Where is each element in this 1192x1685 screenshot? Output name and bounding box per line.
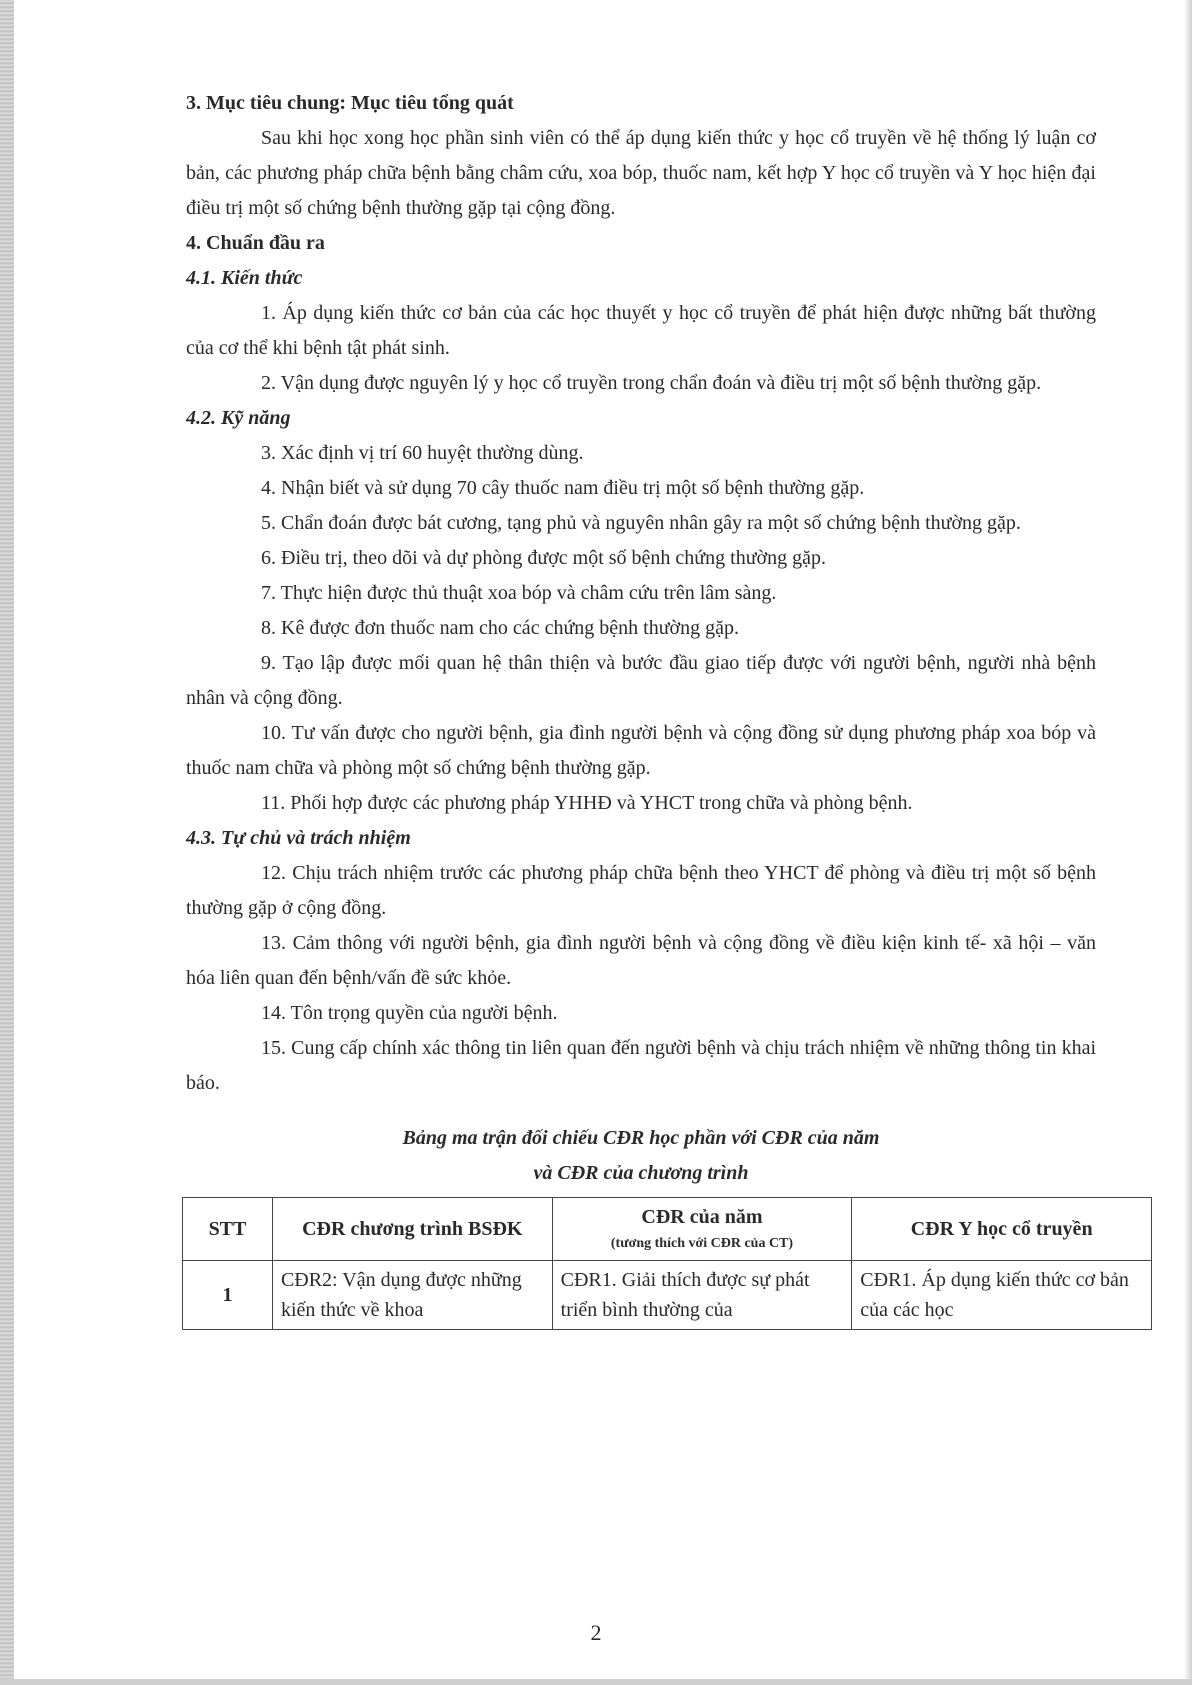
- section-3-body: Sau khi học xong học phần sinh viên có thể áp dụng kiến thức y học cổ truyền về hệ thống lý luận cơ bản, các phương pháp chữa bệnh bằng châm cứu, xoa bóp, thuốc nam, kết hợp Y học cổ truyền và Y học hiện đại điều trị một số chứng bệnh thường gặp tại cộng đồng.: [186, 127, 1096, 219]
- table-caption-line-1: Bảng ma trận đối chiếu CĐR học phần với CĐR của năm: [402, 1127, 880, 1149]
- scan-edge-right: [1184, 0, 1192, 1685]
- outcome-item-7: 7. Thực hiện được thủ thuật xoa bóp và châm cứu trên lâm sàng.: [261, 582, 777, 604]
- scan-edge-bottom: [0, 1679, 1192, 1685]
- outcome-item-12: 12. Chịu trách nhiệm trước các phương pháp chữa bệnh theo YHCT để phòng và điều trị một số bệnh thường gặp ở cộng đồng.: [186, 862, 1096, 919]
- page-number: 2: [590, 1620, 602, 1645]
- section-3-heading: 3. Mục tiêu chung: Mục tiêu tổng quát: [186, 92, 514, 114]
- row-yhct: CĐR1. Áp dụng kiến thức cơ bản của các học: [852, 1261, 1152, 1330]
- outcome-item-1: 1. Áp dụng kiến thức cơ bản của các học thuyết y học cổ truyền để phát hiện được những bất thường của cơ thể khi bệnh tật phát sinh.: [186, 302, 1096, 359]
- outcome-item-4: 4. Nhận biết và sử dụng 70 cây thuốc nam điều trị một số bệnh thường gặp.: [261, 477, 865, 499]
- document-page: [186, 86, 1129, 1330]
- table-caption-line-2: và CĐR của chương trình: [533, 1162, 749, 1184]
- outcome-item-13: 13. Cảm thông với người bệnh, gia đình người bệnh và cộng đồng về điều kiện kinh tế- xã hội – văn hóa liên quan đến bệnh/vấn đề sức khỏe.: [186, 932, 1096, 989]
- outcome-item-2: 2. Vận dụng được nguyên lý y học cổ truyền trong chẩn đoán và điều trị một số bệnh thường gặp.: [261, 372, 1042, 394]
- section-4-2-heading: 4.2. Kỹ năng: [186, 407, 291, 429]
- outcome-item-10: 10. Tư vấn được cho người bệnh, gia đình người bệnh và cộng đồng sử dụng phương pháp xoa bóp và thuốc nam chữa và phòng một số chứng bệnh thường gặp.: [186, 722, 1096, 779]
- section-4-1-heading: 4.1. Kiến thức: [186, 267, 303, 289]
- outcome-item-8: 8. Kê được đơn thuốc nam cho các chứng bệnh thường gặp.: [261, 617, 740, 639]
- outcome-item-6: 6. Điều trị, theo dõi và dự phòng được một số bệnh chứng thường gặp.: [261, 547, 826, 569]
- table-header-row: [183, 1198, 1152, 1261]
- header-stt: STT: [183, 1198, 273, 1261]
- outcome-item-14: 14. Tôn trọng quyền của người bệnh.: [261, 1002, 558, 1024]
- scan-edge-left: [0, 0, 14, 1685]
- outcome-item-5: 5. Chẩn đoán được bát cương, tạng phủ và nguyên nhân gây ra một số chứng bệnh thường gặp.: [261, 512, 1021, 534]
- row-program: CĐR2: Vận dụng được những kiến thức về khoa: [272, 1261, 552, 1330]
- header-yhct: CĐR Y học cổ truyền: [852, 1198, 1152, 1261]
- row-stt: 1: [183, 1261, 273, 1330]
- section-4-heading: 4. Chuẩn đầu ra: [186, 232, 325, 254]
- outcome-item-11: 11. Phối hợp được các phương pháp YHHĐ và YHCT trong chữa và phòng bệnh.: [261, 792, 913, 814]
- header-year-note: (tương thích với CĐR của CT): [610, 1236, 794, 1251]
- table-row: [183, 1261, 1152, 1330]
- outcome-item-9: 9. Tạo lập được mối quan hệ thân thiện và bước đầu giao tiếp được với người bệnh, người nhà bệnh nhân và cộng đồng.: [186, 652, 1096, 709]
- table-caption: [186, 1121, 1096, 1191]
- row-year: CĐR1. Giải thích được sự phát triển bình thường của: [552, 1261, 852, 1330]
- header-program: CĐR chương trình BSĐK: [272, 1198, 552, 1261]
- section-4-3-heading: 4.3. Tự chủ và trách nhiệm: [186, 827, 411, 849]
- outcome-matrix-table: [182, 1197, 1152, 1330]
- header-year-main: CĐR của năm: [641, 1206, 763, 1228]
- outcome-item-15: 15. Cung cấp chính xác thông tin liên quan đến người bệnh và chịu trách nhiệm về những thông tin khai báo.: [186, 1037, 1096, 1094]
- header-year: [552, 1198, 852, 1261]
- outcome-item-3: 3. Xác định vị trí 60 huyệt thường dùng.: [261, 442, 584, 464]
